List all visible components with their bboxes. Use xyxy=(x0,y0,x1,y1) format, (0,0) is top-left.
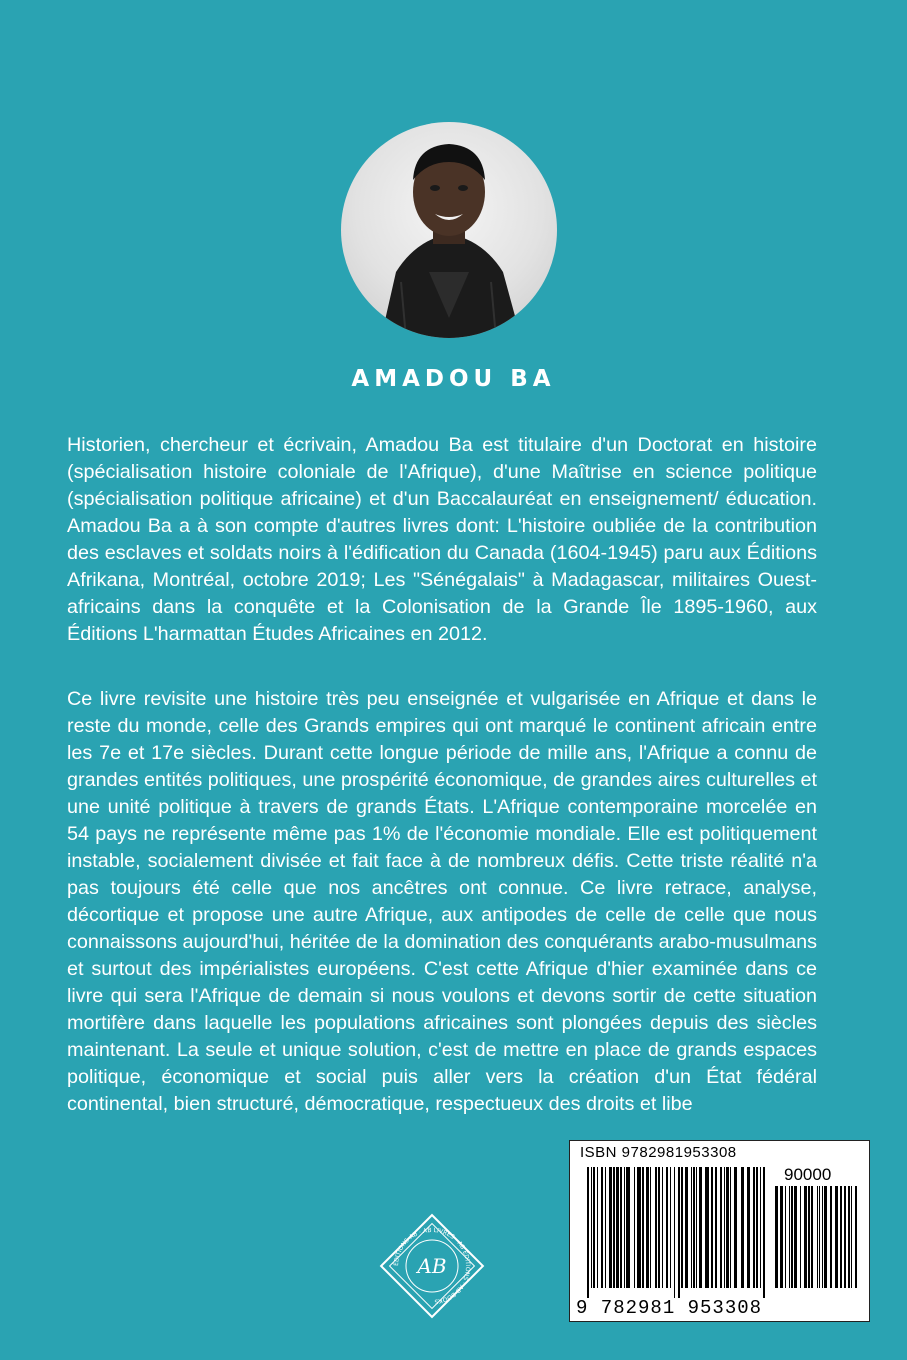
addon-bars xyxy=(775,1186,857,1298)
author-photo xyxy=(341,122,557,338)
book-summary-paragraph: Ce livre revisite une histoire très peu enseignée et vulgarisée en Afrique et dans le reste du monde, celle des Grands empires qui ont marqué le continent africain entre les 7e et 17e siècles. Durant cette longue période de mille ans, l'Afrique a connu de grandes entités politiques, une prospérité économique, de grandes aires culturelles et une unité politique à travers de grands États. L'Afrique contemporaine morcelée en 54 pays ne représente même pas 1% de l'économie mondiale. Elle est politiquement instable, socialement divisée et fait face à de nombreux défis. Cette triste réalité n'a pas toujours été celle que nos ancêtres ont connue. Ce livre retrace, analyse, décortique et propose une autre Afrique, aux antipodes de celle de celle que nous connaissons aujourd'hui, héritée de la domination des conquérants arabo-musulmans et surtout des impérialistes européens. C'est cette Afrique d'hier examinée dans ce livre qui sera l'Afrique de demain si nous voulons et devons sortir de cette situation mortifère dans laquelle les populations africaines sont plongées depuis des siècles maintenant. La seule et unique solution, c'est de mettre en place de grands espaces politique, économique et social puis aller vers la création d'un État fédéral continental, bien structuré, démocratique, respectueux des droits et libe xyxy=(67,688,817,1115)
isbn-label: ISBN 9782981953308 xyxy=(580,1144,737,1161)
author-portrait-image xyxy=(341,122,557,338)
ean-bars xyxy=(587,1167,765,1298)
publisher-logo xyxy=(376,1210,488,1322)
isbn-barcode xyxy=(569,1140,870,1322)
author-name: AMADOU BA xyxy=(351,366,556,392)
ean-digits: 9 782981 953308 xyxy=(576,1297,763,1319)
logo-monogram: AB xyxy=(417,1254,447,1278)
price-code: 90000 xyxy=(784,1165,832,1184)
logo-ring-text: ÉDITIONS AB · AB LIVRES · AB ÉDITIONS · AB BOOKS xyxy=(392,1226,472,1305)
author-bio-paragraph: Historien, chercheur et écrivain, Amadou Ba est titulaire d'un Doctorat en histoire (spécialisation histoire coloniale de l'Afrique), d'une Maîtrise en science politique (spécialisation politique africaine) et d'un Baccalauréat en enseignement/ éducation. Amadou Ba a à son compte d'autres livres dont: L'histoire oubliée de la contribution des esclaves et soldats noirs à l'édification du Canada (1604-1945) paru aux Éditions Afrikana, Montréal, octobre 2019; Les "Sénégalais" à Madagascar, militaires Ouest-africains dans la conquête et la Colonisation de la Grande Île 1895-1960, aux Éditions L'harmattan Études Africaines en 2012. xyxy=(67,434,817,645)
